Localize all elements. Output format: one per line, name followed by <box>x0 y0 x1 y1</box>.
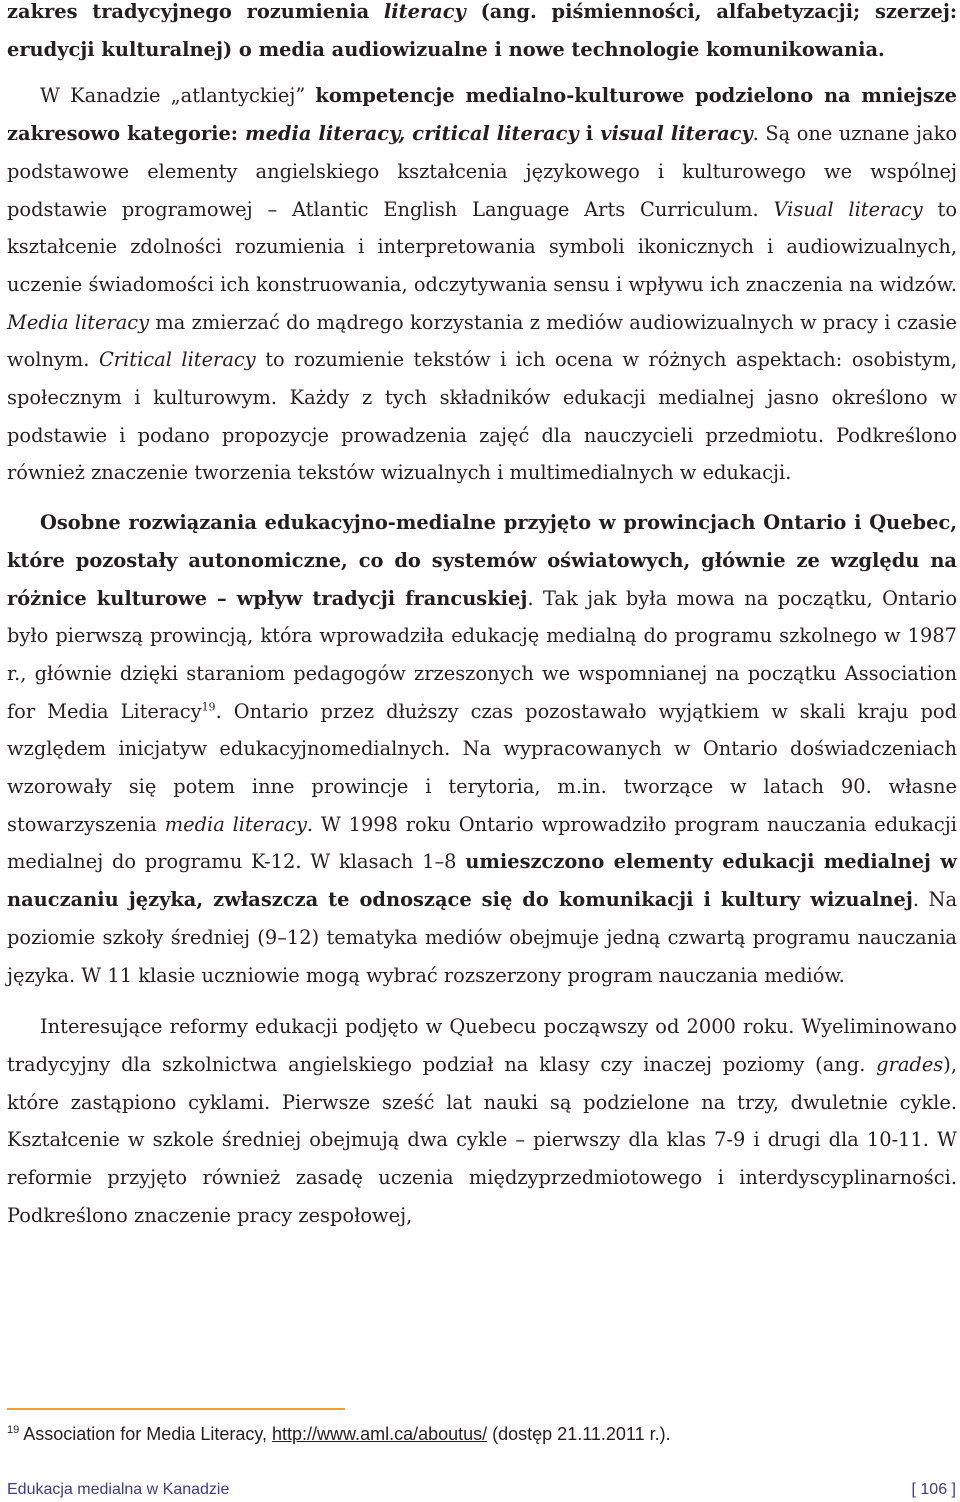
page-footer <box>7 1478 956 1502</box>
body-text <box>7 0 957 1235</box>
page-number: [ 106 ] <box>911 1481 956 1498</box>
p1-bold: zakres tradycyjnego rozumienia <box>7 0 384 23</box>
paragraph-4: Interesujące reformy edukacji podjęto w Quebecu począwszy od 2000 roku. Wyeliminowano tradycyjny dla szkolnictwa angielskiego podział na klasy czy inaczej poziomy (ang. grades), które zastąpiono cyklami. Pierwsze sześć lat nauki są podzielone na trzy, dwuletnie cykle. Kształcenie w szkole średniej obejmują dwa cykle – pierwszy dla klas 7-9 i drugi dla 10-11. W reformie przyjęto również zasadę uczenia międzyprzedmiotowego i interdyscyplinarności. Podkreślono znaczenie pracy zespołowej, <box>7 1015 957 1227</box>
footnote-access-date: (dostęp 21.11.2011 r.). <box>487 1424 671 1444</box>
paragraph-1 <box>7 0 957 68</box>
p1-bold-end: (ang. piśmienności, alfabetyzacji; szerzej: erudycji kulturalnej) o media audiowizualne i nowe technologie komunikowania. <box>7 0 957 61</box>
p1-term: literacy <box>383 0 466 23</box>
footnote <box>7 1420 907 1448</box>
footnote-divider <box>7 1408 345 1410</box>
footer-title: Edukacja medialna w Kanadzie <box>7 1481 230 1498</box>
footnote-text: Association for Media Literacy, <box>23 1424 273 1444</box>
paragraph-2: W Kanadzie „atlantyckiej” kompetencje medialno-kulturowe podzielono na mniejsze zakresowo kategorie: media literacy, critical literacy i visual literacy. Są one uznane jako podstawowe elementy angielskiego kształcenia językowego i kulturowego we wspólnej podstawie programowej – Atlantic English Language Arts Curriculum. Visual literacy to kształcenie zdolności rozumienia i interpretowania symboli ikonicznych i audiowizualnych, uczenie świadomości ich konstruowania, odczytywania sensu i wpływu ich znaczenia na widzów. Media literacy ma zmierzać do mądrego korzystania z mediów audiowizualnych w pracy i czasie wolnym. Critical literacy to rozumienie tekstów i ich ocena w różnych aspektach: osobistym, społecznym i kulturowym. Każdy z tych składników edukacji medialnej jasno określono w podstawie i podano propozycje prowadzenia zajęć dla nauczycieli przedmiotu. Podkreślono również znaczenie tworzenia tekstów wizualnych i multimedialnych w edukacji. <box>7 84 958 485</box>
footnote-number: 19 <box>7 1424 20 1436</box>
paragraph-3: Osobne rozwiązania edukacyjno-medialne przyjęto w prowincjach Ontario i Quebec, które pozostały autonomiczne, co do systemów oświatowych, głównie ze względu na różnice kulturowe – wpływ tradycji francuskiej. Tak jak była mowa na początku, Ontario było pierwszą prowincją, która wprowadziła edukację medialną do programu szkolnego w 1987 r., głównie dzięki staraniom pedagogów zrzeszonych we wspomnianej na początku Association for Media Literacy$^{19}$. Ontario przez dłuższy czas pozostawało wyjątkiem w skali kraju pod względem inicjatyw edukacyjnomedialnych. Na wypracowanych w Ontario doświadczeniach wzorowały się potem inne prowincje i terytoria, m.in. tworzące w latach 90. własne stowarzyszenia media literacy. W 1998 roku Ontario wprowadziło program nauczania edukacji medialnej do programu K-12. W klasach 1–8 umieszczono elementy edukacji medialnej w nauczaniu języka, zwłaszcza te odnoszące się do komunikacji i kultury wizualnej. Na poziomie szkoły średniej (9–12) tematyka mediów obejmuje jedną czwartą programu nauczania języka. W 11 klasie uczniowie mogą wybrać rozszerzony program nauczania mediów. <box>7 511 957 987</box>
footnote-ref[interactable]: 19 <box>201 700 216 714</box>
footnote-link[interactable]: http://www.aml.ca/aboutus/ <box>272 1424 488 1444</box>
